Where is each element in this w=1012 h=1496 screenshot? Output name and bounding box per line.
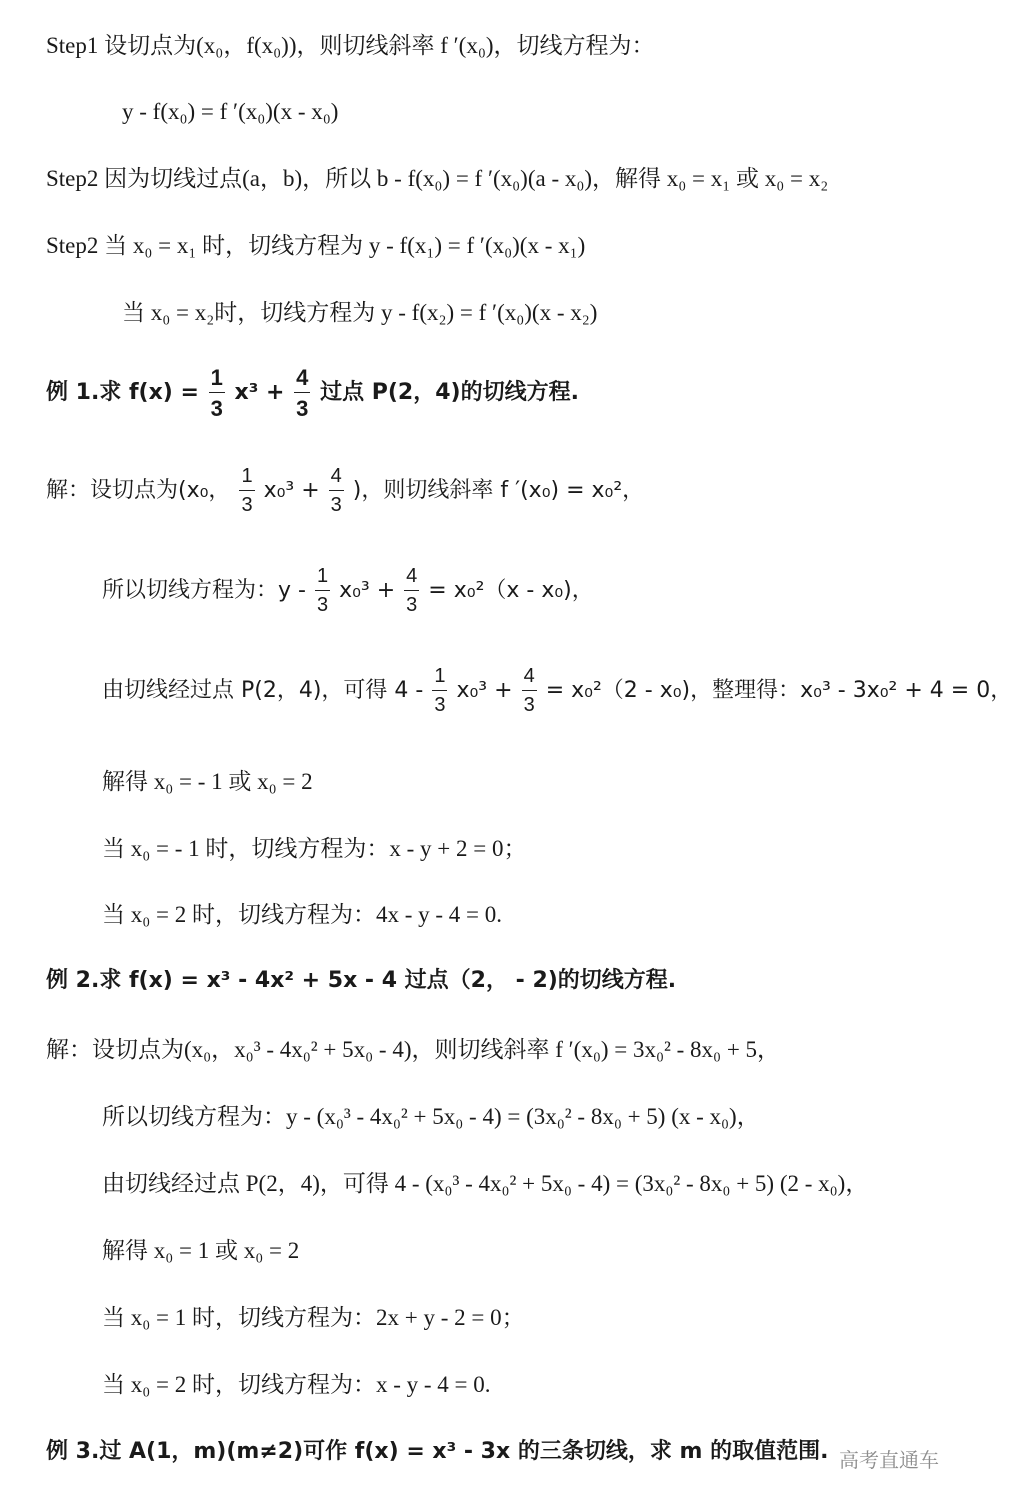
step1-equation: y - f(x₀) = f ′(x₀)(x - x₀) bbox=[122, 99, 339, 124]
fraction-numerator: 1 bbox=[432, 666, 447, 691]
solution-2-line-1: 解：设切点为(x₀，x₀³ - 4x₀² + 5x₀ - 4)，则切线斜率 f ′(x₀) = 3x₀² - 8x₀ + 5， bbox=[46, 1037, 781, 1062]
fraction-one-third bbox=[239, 466, 254, 516]
solution-2-suffix: = x₀²（x - x₀)， bbox=[428, 578, 594, 603]
example-1-x-cubed: x³ + bbox=[234, 380, 285, 406]
solution-2-line-2: 所以切线方程为：y - (x₀³ - 4x₀² + 5x₀ - 4) = (3x₀² - 8x₀ + 5) (x - x₀)， bbox=[102, 1104, 760, 1129]
fraction-denominator: 3 bbox=[330, 494, 342, 516]
solution-1-line-6: 当 x₀ = 2 时，切线方程为：4x - y - 4 = 0. bbox=[102, 902, 503, 927]
fraction-numerator: 4 bbox=[522, 666, 537, 691]
fraction-numerator: 1 bbox=[315, 566, 330, 591]
fraction-numerator: 4 bbox=[404, 566, 419, 591]
solution-1-prefix: 解：设切点为(x₀， bbox=[46, 478, 231, 503]
solution-2-line-6: 当 x₀ = 2 时，切线方程为：x - y - 4 = 0. bbox=[102, 1372, 491, 1397]
fraction-four-thirds bbox=[404, 566, 419, 616]
solution-1-line-3 bbox=[102, 666, 1012, 716]
fraction-denominator: 3 bbox=[296, 396, 309, 422]
fraction-denominator: 3 bbox=[241, 494, 253, 516]
solution-1-line-2 bbox=[102, 566, 594, 616]
fraction-four-thirds bbox=[294, 366, 310, 420]
example-1-suffix: 过点 P(2，4)的切线方程. bbox=[320, 380, 579, 406]
solution-1-line-1 bbox=[46, 466, 644, 516]
solution-2-line-3: 由切线经过点 P(2，4)，可得 4 - (x₀³ - 4x₀² + 5x₀ - 4) = (3x₀² - 8x₀ + 5) (2 - x₀)， bbox=[102, 1171, 869, 1196]
step3b-line: 当 x₀ = x₂时，切线方程为 y - f(x₂) = f ′(x₀)(x - x₂) bbox=[122, 300, 598, 325]
fraction-denominator: 3 bbox=[523, 694, 535, 716]
example-2-heading: 例 2.求 f(x) = x³ - 4x² + 5x - 4 过点（2， - 2)的切线方程. bbox=[46, 968, 677, 993]
fraction-numerator: 1 bbox=[209, 366, 225, 393]
step1-line: Step1 设切点为(x₀，f(x₀))，则切线斜率 f ′(x₀)，切线方程为： bbox=[46, 33, 655, 58]
fraction-numerator: 1 bbox=[239, 466, 254, 491]
fraction-one-third bbox=[315, 566, 330, 616]
solution-3-mid: x₀³ + bbox=[456, 678, 513, 703]
fraction-denominator: 3 bbox=[434, 694, 446, 716]
solution-1-suffix: )，则切线斜率 f ′(x₀) = x₀²， bbox=[352, 478, 645, 503]
solution-1-mid: x₀³ + bbox=[263, 478, 320, 503]
solution-3-prefix: 由切线经过点 P(2，4)，可得 4 - bbox=[102, 678, 424, 703]
fraction-four-thirds bbox=[329, 466, 344, 516]
example-1-heading bbox=[46, 366, 579, 420]
fraction-denominator: 3 bbox=[406, 594, 418, 616]
fraction-four-thirds bbox=[522, 666, 537, 716]
solution-1-line-4: 解得 x₀ = - 1 或 x₀ = 2 bbox=[102, 769, 313, 794]
solution-2-prefix: 所以切线方程为：y - bbox=[102, 578, 306, 603]
example-3-heading: 例 3.过 A(1，m)(m≠2)可作 f(x) = x³ - 3x 的三条切线，求 m 的取值范围. bbox=[46, 1439, 829, 1464]
fraction-one-third bbox=[209, 366, 225, 420]
solution-2-line-4: 解得 x₀ = 1 或 x₀ = 2 bbox=[102, 1238, 300, 1263]
fraction-numerator: 4 bbox=[329, 466, 344, 491]
fraction-denominator: 3 bbox=[210, 396, 223, 422]
solution-2-line-5: 当 x₀ = 1 时，切线方程为：2x + y - 2 = 0； bbox=[102, 1305, 525, 1330]
step3-line: Step2 当 x₀ = x₁ 时，切线方程为 y - f(x₁) = f ′(x₀)(x - x₁) bbox=[46, 233, 586, 258]
solution-1-line-5: 当 x₀ = - 1 时，切线方程为：x - y + 2 = 0； bbox=[102, 836, 527, 861]
fraction-denominator: 3 bbox=[316, 594, 329, 616]
watermark: 高考直通车 bbox=[839, 1448, 939, 1472]
solution-3-suffix: = x₀²（2 - x₀)，整理得：x₀³ - 3x₀² + 4 = 0， bbox=[545, 678, 1012, 703]
solution-2-mid: x₀³ + bbox=[339, 578, 396, 603]
fraction-numerator: 4 bbox=[294, 366, 310, 393]
example-1-prefix: 例 1.求 f(x) = bbox=[46, 380, 199, 406]
step2-line: Step2 因为切线过点(a，b)，所以 b - f(x₀) = f ′(x₀)(a - x₀)，解得 x₀ = x₁ 或 x₀ = x₂ bbox=[46, 166, 829, 191]
fraction-one-third bbox=[432, 666, 447, 716]
